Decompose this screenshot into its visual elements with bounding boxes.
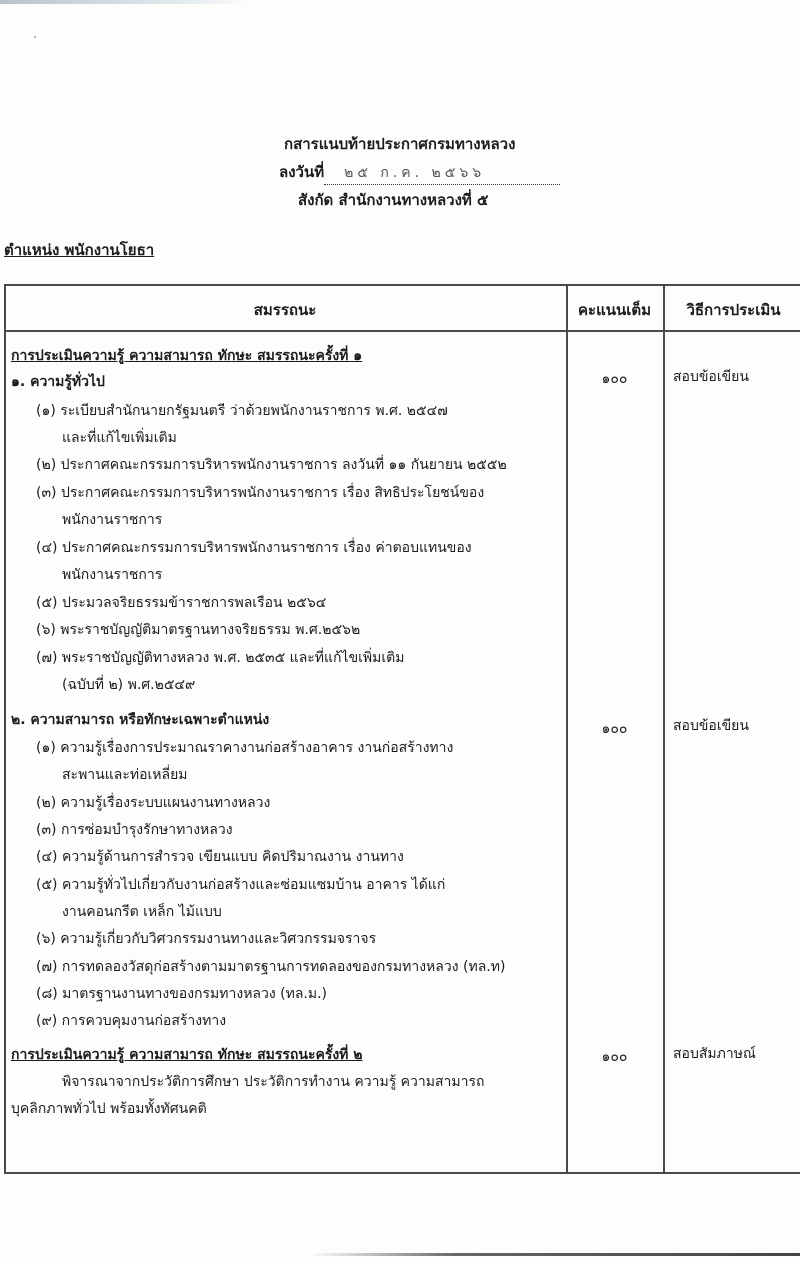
column-divider-2 bbox=[663, 284, 665, 1173]
section1-method: สอบข้อเขียน bbox=[673, 369, 749, 385]
column-header-competency: สมรรถนะ bbox=[253, 301, 317, 319]
section2-item-3: (๓) การซ่อมบำรุงรักษาทางหลวง bbox=[36, 822, 233, 838]
section2-item-8: (๘) มาตรฐานงานทางของกรมทางหลวง (ทล.ม.) bbox=[36, 986, 328, 1002]
section1-score: ๑๐๐ bbox=[601, 371, 628, 387]
section2-method: สอบข้อเขียน bbox=[673, 718, 749, 734]
section2-item-7: (๗) การทดลองวัสดุก่อสร้างตามมาตรฐานการทดลองของกรมทางหลวง (ทล.ท) bbox=[36, 959, 506, 975]
section2-item-6: (๖) ความรู้เกี่ยวกับวิศวกรรมงานทางและวิศวกรรมจราจร bbox=[36, 931, 377, 947]
section2-item-1-cont: สะพานและท่อเหลี่ยม bbox=[62, 767, 188, 783]
section1-item-6: (๖) พระราชบัญญัติมาตรฐานทางจริยธรรม พ.ศ.๒๕๖๒ bbox=[36, 622, 361, 638]
section1-item-1: (๑) ระเบียบสำนักนายกรัฐมนตรี ว่าด้วยพนักงานราชการ พ.ศ. ๒๕๔๗ bbox=[36, 403, 448, 419]
section2-item-1: (๑) ความรู้เรื่องการประมาณราคางานก่อสร้างอาคาร งานก่อสร้างทาง bbox=[36, 740, 454, 756]
round2-method: สอบสัมภาษณ์ bbox=[673, 1046, 756, 1062]
scan-speck bbox=[34, 36, 36, 38]
section1-item-5: (๕) ประมวลจริยธรรมข้าราชการพลเรือน ๒๕๖๔ bbox=[36, 595, 327, 611]
attachment-title: กสารแนบท้ายประกาศกรมทางหลวง bbox=[284, 135, 516, 153]
table-top-border bbox=[4, 284, 800, 286]
round2-desc-line-1: พิจารณาจากประวัติการศึกษา ประวัติการทำงาน ความรู้ ความสามารถ bbox=[62, 1074, 485, 1090]
section1-item-1-cont: และที่แก้ไขเพิ่มเติม bbox=[62, 430, 177, 446]
section1-item-3: (๓) ประกาศคณะกรรมการบริหารพนักงานราชการ เรื่อง สิทธิประโยชน์ของ bbox=[36, 485, 485, 501]
section2-item-5: (๕) ความรู้ทั่วไปเกี่ยวกับงานก่อสร้างและซ่อมแซมบ้าน อาคาร ได้แก่ bbox=[36, 877, 446, 893]
round2-score: ๑๐๐ bbox=[601, 1049, 628, 1065]
department-line: สังกัด สำนักงานทางหลวงที่ ๕ bbox=[298, 191, 489, 209]
section2-item-2: (๒) ความรู้เรื่องระบบแผนงานทางหลวง bbox=[36, 795, 271, 811]
section2-score: ๑๐๐ bbox=[601, 721, 628, 737]
round1-title: การประเมินความรู้ ความสามารถ ทักษะ สมรรถนะครั้งที่ ๑ bbox=[11, 348, 363, 364]
section1-item-4: (๔) ประกาศคณะกรรมการบริหารพนักงานราชการ เรื่อง ค่าตอบแทนของ bbox=[36, 540, 472, 556]
round2-title: การประเมินความรู้ ความสามารถ ทักษะ สมรรถนะครั้งที่ ๒ bbox=[11, 1047, 363, 1063]
scan-bottom-edge bbox=[310, 1253, 800, 1256]
table-left-border bbox=[4, 284, 6, 1173]
section2-item-4: (๔) ความรู้ด้านการสำรวจ เขียนแบบ คิดปริมาณงาน งานทาง bbox=[36, 849, 404, 865]
section1-item-2: (๒) ประกาศคณะกรรมการบริหารพนักงานราชการ ลงวันที่ ๑๑ กันยายน ๒๕๕๒ bbox=[36, 457, 507, 473]
section1-item-7-cont: (ฉบับที่ ๒) พ.ศ.๒๕๔๙ bbox=[62, 677, 196, 693]
section2-heading: ๒. ความสามารถ หรือทักษะเฉพาะตำแหน่ง bbox=[11, 712, 270, 728]
section2-item-5-cont: งานคอนกรีต เหล็ก ไม้แบบ bbox=[62, 904, 222, 920]
section1-heading: ๑. ความรู้ทั่วไป bbox=[11, 374, 105, 390]
scan-edge bbox=[0, 0, 250, 4]
table-bottom-border bbox=[4, 1172, 800, 1174]
section1-item-3-cont: พนักงานราชการ bbox=[62, 512, 163, 528]
date-label: ลงวันที่ bbox=[279, 163, 325, 181]
section1-item-4-cont: พนักงานราชการ bbox=[62, 567, 163, 583]
round2-desc-line-2: บุคลิกภาพทั่วไป พร้อมทั้งทัศนคติ bbox=[11, 1101, 207, 1117]
column-header-full-score: คะแนนเต็ม bbox=[577, 301, 652, 319]
date-value: ๒๕ ก.ค. ๒๕๖๖ bbox=[324, 162, 560, 185]
section1-item-7: (๗) พระราชบัญญัติทางหลวง พ.ศ. ๒๕๓๕ และที่แก้ไขเพิ่มเติม bbox=[36, 650, 405, 666]
date-line bbox=[279, 160, 560, 185]
section2-item-9: (๙) การควบคุมงานก่อสร้างทาง bbox=[36, 1013, 227, 1029]
header-bottom-border bbox=[4, 330, 800, 332]
column-header-method: วิธีการประเมิน bbox=[686, 301, 781, 319]
position-title: ตำแหน่ง พนักงานโยธา bbox=[4, 241, 155, 259]
